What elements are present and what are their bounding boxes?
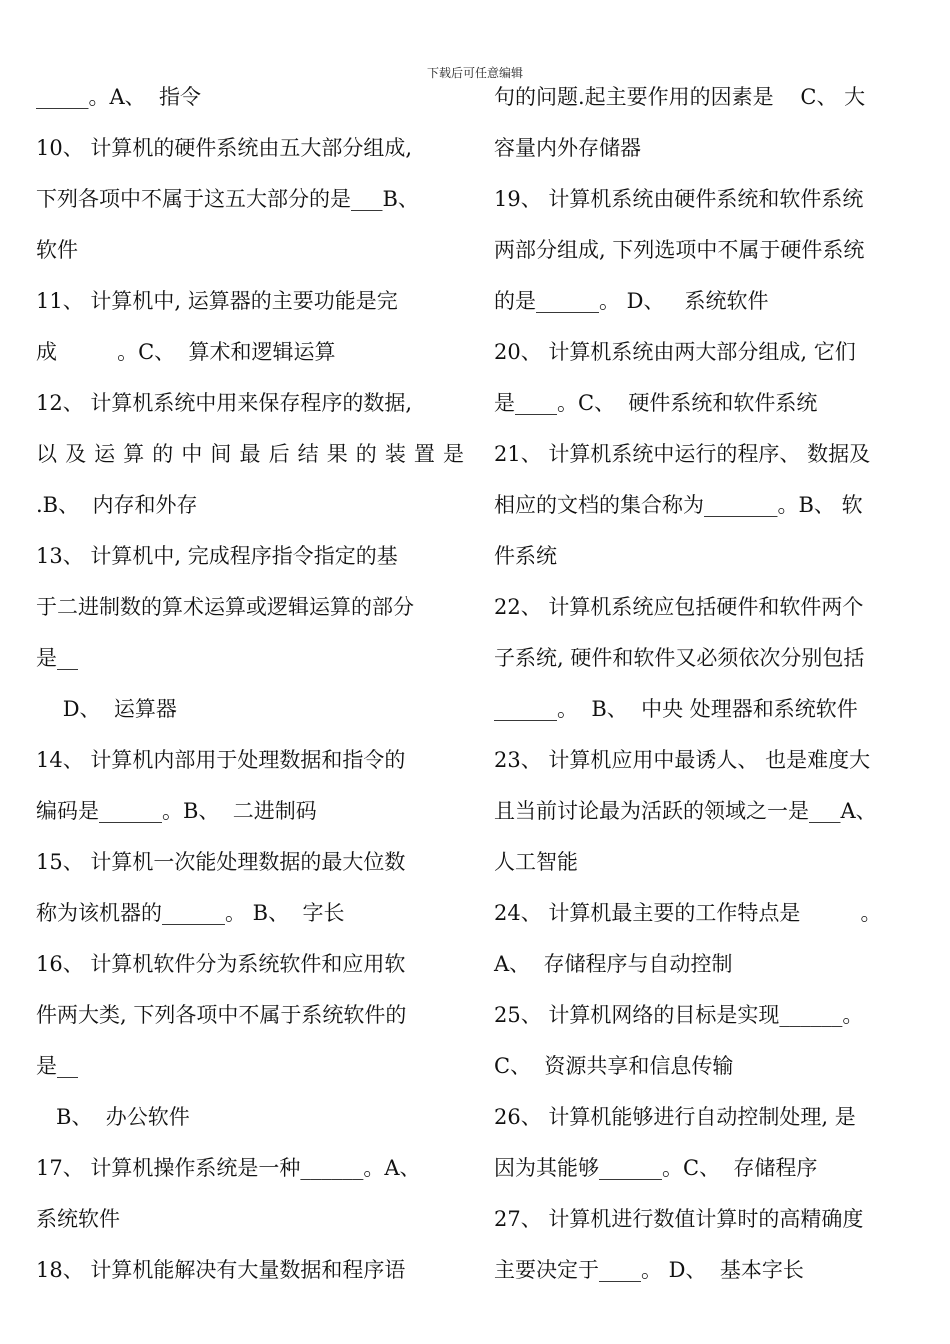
text-line: 24、 计算机最主要的工作特点是 。: [494, 901, 882, 925]
text-line: 因为其能够______。C、 存储程序: [494, 1156, 818, 1180]
text-line: 27、 计算机进行数值计算时的高精确度: [494, 1207, 864, 1231]
text-line: 的是______。 D、 系统软件: [494, 289, 769, 313]
text-line: 主要决定于____。 D、 基本字长: [494, 1258, 804, 1282]
text-line: 成 。C、 算术和逻辑运算: [36, 340, 336, 364]
text-line: 21、 计算机系统中运行的程序、 数据及: [494, 442, 871, 466]
text-line: 22、 计算机系统应包括硬件和软件两个: [494, 595, 864, 619]
text-line: 12、 计算机系统中用来保存程序的数据,: [36, 391, 413, 415]
text-line: 是____。C、 硬件系统和软件系统: [494, 391, 818, 415]
text-line: 以及运算的中间最后结果的装置是: [36, 442, 464, 466]
text-line: 11、 计算机中, 运算器的主要功能是完: [36, 289, 398, 313]
text-line: 13、 计算机中, 完成程序指令指定的基: [36, 544, 398, 568]
text-line: 17、 计算机操作系统是一种______。A、: [36, 1156, 421, 1180]
text-line: 软件: [36, 238, 78, 262]
text-line: 件系统: [494, 544, 557, 568]
page-header-note: 下载后可任意编辑: [426, 66, 523, 80]
text-line: 于二进制数的算术运算或逻辑运算的部分: [36, 595, 414, 619]
right-column: [494, 72, 924, 1296]
text-line: A、 存储程序与自动控制: [494, 952, 733, 976]
text-line: 子系统, 硬件和软件又必须依次分别包括: [494, 646, 865, 670]
left-column: [36, 72, 464, 1296]
text-line: 下列各项中不属于这五大部分的是___B、: [36, 187, 419, 211]
text-line: 14、 计算机内部用于处理数据和指令的: [36, 748, 406, 772]
text-line: 两部分组成, 下列选项中不属于硬件系统: [494, 238, 865, 262]
text-line: 16、 计算机软件分为系统软件和应用软: [36, 952, 406, 976]
text-line: 件两大类, 下列各项中不属于系统软件的: [36, 1003, 407, 1027]
text-line: 19、 计算机系统由硬件系统和软件系统: [494, 187, 864, 211]
text-line: 23、 计算机应用中最诱人、 也是难度大: [494, 748, 871, 772]
text-line: 人工智能: [494, 850, 578, 874]
text-line: 称为该机器的______。 B、 字长: [36, 901, 345, 925]
text-line: .B、 内存和外存: [36, 493, 198, 517]
text-line: 系统软件: [36, 1207, 120, 1231]
text-line: 句的问题.起主要作用的因素是 C、 大: [494, 85, 866, 109]
text-line: _____。A、 指令: [36, 85, 202, 109]
text-line: D、 运算器: [36, 697, 177, 721]
text-line: ______。 B、 中央 处理器和系统软件: [494, 697, 858, 721]
text-line: 相应的文档的集合称为_______。B、 软: [494, 493, 863, 517]
text-line: 25、 计算机网络的目标是实现______。: [494, 1003, 864, 1027]
text-line: 编码是______。B、 二进制码: [36, 799, 317, 823]
text-line: C、 资源共享和信息传输: [494, 1054, 734, 1078]
text-line: 20、 计算机系统由两大部分组成, 它们: [494, 340, 856, 364]
text-line: 18、 计算机能解决有大量数据和程序语: [36, 1258, 406, 1282]
text-line: 10、 计算机的硬件系统由五大部分组成,: [36, 136, 413, 160]
text-line: 是__: [36, 1054, 78, 1078]
text-line: 15、 计算机一次能处理数据的最大位数: [36, 850, 406, 874]
text-line: 容量内外存储器: [494, 136, 641, 160]
text-line: 是__: [36, 646, 78, 670]
text-line: 且当前讨论最为活跃的领域之一是___A、: [494, 799, 877, 823]
text-line: 26、 计算机能够进行自动控制处理, 是: [494, 1105, 856, 1129]
text-line: B、 办公软件: [36, 1105, 190, 1129]
